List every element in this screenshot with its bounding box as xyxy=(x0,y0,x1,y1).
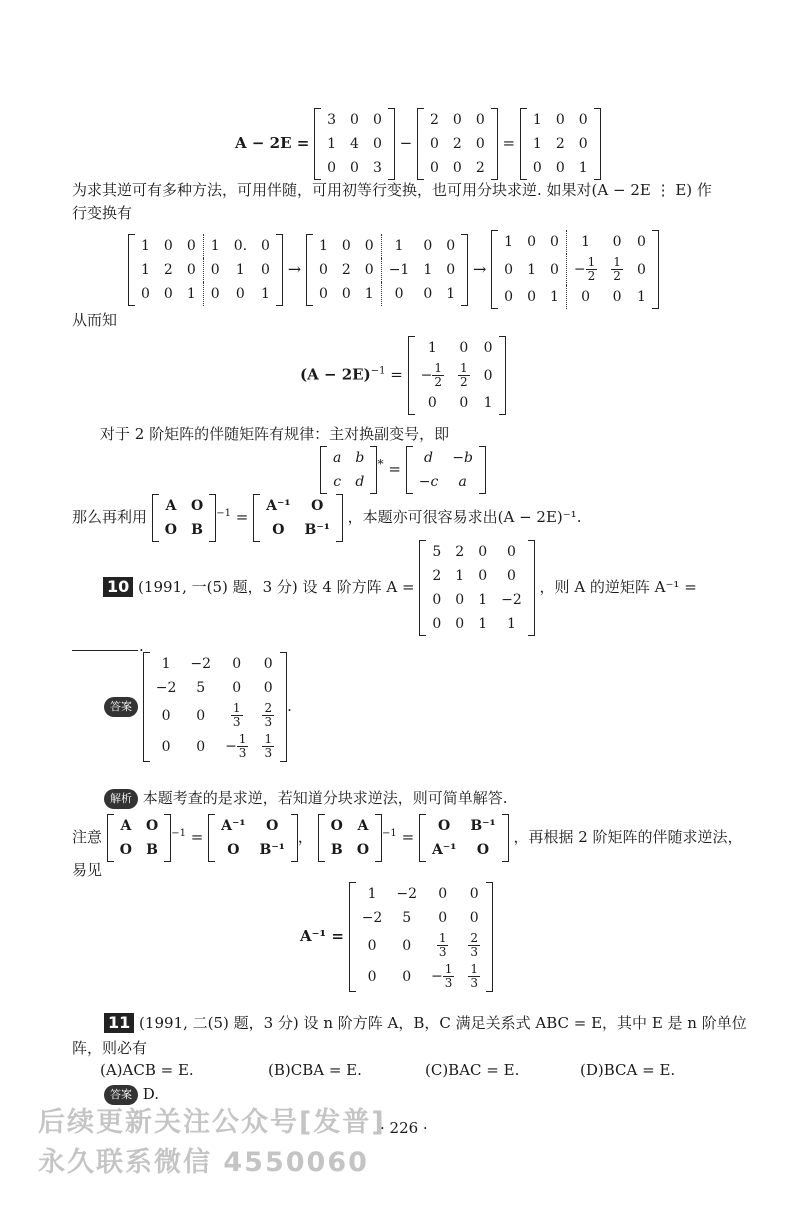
option-d: (D)BCA = E. xyxy=(580,1061,676,1079)
question-number-badge: 10 xyxy=(103,577,133,597)
adjugate-rule-text: 对于 2 阶矩阵的伴随矩阵有规律：主对换副变号，即 xyxy=(100,425,450,443)
answer-blank-line xyxy=(72,650,138,651)
augmented-matrix-1: 1 0 0 1 0. 0 1 2 0 0 1 0 0 0 1 0 0 1 xyxy=(128,234,283,306)
note-line: 注意 A O O B $^{-1}$ = A⁻¹ O O B⁻¹ ， O A B O $^{-1}$ = O B⁻¹ A⁻¹ O ，再根据 2 阶矩阵的伴随求逆法， xyxy=(72,814,743,862)
question-11-line-2: 阵，则必有 xyxy=(72,1039,148,1057)
answer-icon: 答案 xyxy=(104,1085,138,1105)
q11-answer: 答案 D. xyxy=(104,1084,159,1105)
eq-lhs: A − 2E = xyxy=(235,134,310,152)
question-number-badge: 11 xyxy=(104,1013,134,1033)
final-matrix: 1 −2 0 0 −2 5 0 0 0 0 $\frac{1}{3}$ $\frac{2}{3}$ 0 0 − $\frac{1}{3}$ $\frac{1}{3}$ xyxy=(349,882,493,992)
page-number: · 226 · xyxy=(380,1119,428,1137)
analysis-line: 解析 本题考查的是求逆，若知道分块求逆法，则可简单解答. xyxy=(104,788,508,809)
matrix-1: 3 0 0 1 4 0 0 0 3 xyxy=(314,108,395,180)
conclusion-label: 从而知 xyxy=(72,311,118,329)
block-inverse-reuse: 那么再利用 A O O B $^{-1}$ = A⁻¹ O O B⁻¹ ，本题亦可很容易求出(A − 2E)⁻¹. xyxy=(72,494,581,542)
equals-sign: = xyxy=(502,134,516,152)
final-inverse: A⁻¹ = 1 −2 0 0 −2 5 0 0 0 0 $\frac{1}{3}$ $\frac{2}{3}$ 0 0 − $\frac{1}{3}$ $\frac{1}{3}$ xyxy=(300,882,493,992)
minus-sign: − xyxy=(399,134,413,152)
inverse-equation: $(A - 2E)^{-1}$ = 1 0 0 − $\frac{1}{2}$ $\frac{1}{2}$ 0 0 0 1 xyxy=(300,336,506,415)
adjugate-rule-equation: a b c d * = d −b −c a xyxy=(320,446,486,494)
answer-icon: 答案 xyxy=(104,697,138,717)
easy-label: 易见 xyxy=(72,861,103,879)
analysis-icon: 解析 xyxy=(104,789,138,809)
matrix-2: 2 0 0 0 2 0 0 0 2 xyxy=(417,108,498,180)
question-10-matrix: 5 2 0 0 2 1 0 0 0 0 1 −2 0 0 1 1 xyxy=(419,540,534,636)
paragraph-1-line-1: 为求其逆可有多种方法，可用伴随，可用初等行变换，也可用分块求逆. 如果对(A − 2E ⋮ E) 作 xyxy=(72,181,712,199)
option-a: (A)ACB = E. xyxy=(100,1061,194,1079)
augmented-matrix-2: 1 0 0 1 0 0 0 2 0 −1 1 0 0 0 1 0 0 1 xyxy=(306,234,468,306)
paragraph-1-line-2: 行变换有 xyxy=(72,204,133,222)
row-operations xyxy=(128,230,659,309)
answer-matrix: 1 −2 0 0 −2 5 0 0 0 0 $\frac{1}{3}$ $\frac{2}{3}$ 0 0 − $\frac{1}{3}$ $\frac{1}{3}$ xyxy=(143,652,287,762)
watermark-line-1: 后续更新关注公众号[发普] xyxy=(38,1107,386,1138)
answer-block: 答案 1 −2 0 0 −2 5 0 0 0 0 $\frac{1}{3}$ $\frac{2}{3}$ 0 0 − $\frac{1}{3}$ $\frac{1}{3}$ . xyxy=(104,652,292,762)
option-c: (C)BAC = E. xyxy=(425,1061,520,1079)
option-b: (B)CBA = E. xyxy=(268,1061,362,1079)
arrow-icon: → xyxy=(287,259,302,279)
question-11-line-1: 11 (1991, 二(5) 题，3 分) 设 n 阶方阵 A，B，C 满足关系式 ABC = E，其中 E 是 n 阶单位 xyxy=(104,1013,747,1033)
inverse-matrix: 1 0 0 − $\frac{1}{2}$ $\frac{1}{2}$ 0 0 0 1 xyxy=(408,336,506,415)
equation-a-minus-2e xyxy=(235,108,601,180)
watermark-line-2: 永久联系微信 4550060 xyxy=(38,1147,369,1178)
arrow-icon: → xyxy=(472,259,487,279)
augmented-matrix-3: 1 0 0 1 0 0 0 1 0 − $\frac{1}{2}$ $\frac{1}{2}$ 0 0 0 1 0 0 1 xyxy=(491,230,659,309)
answer-blank-end: . xyxy=(139,637,144,655)
question-10: 10 (1991, 一(5) 题，3 分) 设 4 阶方阵 A = 5 2 0 0 2 1 0 0 0 0 1 −2 0 0 1 1 ，则 A 的逆矩阵 A⁻¹ = xyxy=(103,540,697,636)
matrix-3: 1 0 0 1 2 0 0 0 1 xyxy=(520,108,601,180)
